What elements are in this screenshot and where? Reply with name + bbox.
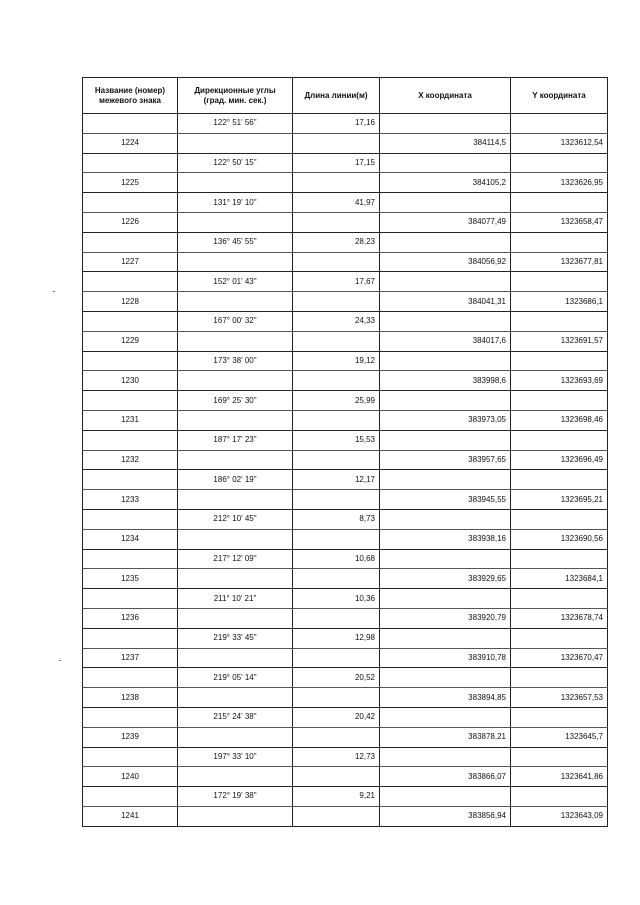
header-x-coordinate: X координата [380,78,511,114]
line-length-cell: 41,97 [293,193,380,213]
segment-row [83,668,608,688]
direction-angle-cell [178,648,293,668]
segment-row [83,747,608,767]
y-coordinate-cell: 1323691,57 [511,331,608,351]
x-coordinate-cell: 384077,49 [380,212,511,232]
x-coordinate-cell: 384114,5 [380,133,511,153]
direction-angle-cell: 217° 12' 09" [178,549,293,569]
y-coordinate-cell: 1323643,09 [511,806,608,826]
y-coordinate-cell [511,509,608,529]
y-coordinate-cell [511,787,608,807]
y-coordinate-cell: 1323695,21 [511,490,608,510]
x-coordinate-cell [380,787,511,807]
x-coordinate-cell [380,549,511,569]
direction-angle-cell [178,608,293,628]
x-coordinate-cell [380,311,511,331]
point-row [83,569,608,589]
marker-name-cell [83,668,178,688]
point-row [83,252,608,272]
y-coordinate-cell [511,153,608,173]
point-row [83,133,608,153]
marker-name-cell: 1236 [83,608,178,628]
segment-row [83,232,608,252]
y-coordinate-cell: 1323684,1 [511,569,608,589]
point-row [83,767,608,787]
line-length-cell: 24,33 [293,311,380,331]
line-length-cell [293,608,380,628]
point-row [83,648,608,668]
point-row [83,212,608,232]
line-length-cell [293,410,380,430]
direction-angle-cell [178,767,293,787]
x-coordinate-cell [380,351,511,371]
direction-angle-cell: 173° 38' 00" [178,351,293,371]
x-coordinate-cell [380,628,511,648]
marker-name-cell: 1234 [83,529,178,549]
direction-angle-cell: 219° 33' 45" [178,628,293,648]
line-length-cell [293,371,380,391]
direction-angle-cell [178,410,293,430]
table-header [83,78,608,114]
marker-name-cell [83,628,178,648]
x-coordinate-cell: 384017,6 [380,331,511,351]
y-coordinate-cell: 1323686,1 [511,292,608,312]
x-coordinate-cell [380,589,511,609]
x-coordinate-cell [380,747,511,767]
header-marker-name [83,78,178,114]
direction-angle-cell [178,212,293,232]
y-coordinate-cell: 1323677,81 [511,252,608,272]
x-coordinate-cell: 383866,07 [380,767,511,787]
point-row [83,806,608,826]
direction-angle-cell [178,569,293,589]
marker-name-cell [83,747,178,767]
segment-row [83,351,608,371]
line-length-cell [293,648,380,668]
marker-name-cell [83,391,178,411]
line-length-cell [293,212,380,232]
marker-name-cell [83,470,178,490]
point-row [83,688,608,708]
line-length-cell: 9,21 [293,787,380,807]
marker-name-cell [83,589,178,609]
point-row [83,608,608,628]
y-coordinate-cell: 1323670,47 [511,648,608,668]
line-length-cell: 28,23 [293,232,380,252]
line-length-cell [293,450,380,470]
marker-name-cell [83,707,178,727]
direction-angle-cell [178,331,293,351]
marker-name-cell: 1235 [83,569,178,589]
line-length-cell [293,569,380,589]
line-length-cell: 20,42 [293,707,380,727]
header-row [83,78,608,114]
header-direction-angle-line1: Дирекционные углы [194,85,276,95]
point-row [83,450,608,470]
line-length-cell: 25,99 [293,391,380,411]
line-length-cell: 15,53 [293,430,380,450]
header-line-length: Длина линии(м) [293,78,380,114]
direction-angle-cell [178,252,293,272]
y-coordinate-cell [511,668,608,688]
direction-angle-cell [178,371,293,391]
direction-angle-cell: 172° 19' 38" [178,787,293,807]
x-coordinate-cell: 383878,21 [380,727,511,747]
x-coordinate-cell: 383973,05 [380,410,511,430]
direction-angle-cell: 186° 02' 19" [178,470,293,490]
x-coordinate-cell: 383910,78 [380,648,511,668]
direction-angle-cell: 197° 33' 10" [178,747,293,767]
point-row [83,292,608,312]
y-coordinate-cell: 1323678,74 [511,608,608,628]
header-y-coordinate: Y координата [511,78,608,114]
line-length-cell: 10,36 [293,589,380,609]
direction-angle-cell [178,490,293,510]
direction-angle-cell [178,292,293,312]
direction-angle-cell: 212° 10' 45" [178,509,293,529]
x-coordinate-cell [380,391,511,411]
y-coordinate-cell [511,549,608,569]
line-length-cell [293,529,380,549]
line-length-cell: 12,98 [293,628,380,648]
line-length-cell [293,806,380,826]
line-length-cell: 8,73 [293,509,380,529]
segment-row [83,787,608,807]
marker-name-cell: 1239 [83,727,178,747]
marker-name-cell [83,787,178,807]
x-coordinate-cell: 383938,16 [380,529,511,549]
marker-name-cell: 1240 [83,767,178,787]
y-coordinate-cell [511,707,608,727]
line-length-cell [293,292,380,312]
y-coordinate-cell [511,193,608,213]
scan-speck [59,660,61,661]
line-length-cell [293,252,380,272]
direction-angle-cell [178,450,293,470]
y-coordinate-cell: 1323612,54 [511,133,608,153]
segment-row [83,391,608,411]
marker-name-cell [83,311,178,331]
x-coordinate-cell [380,707,511,727]
y-coordinate-cell [511,272,608,292]
segment-row [83,153,608,173]
segment-row [83,509,608,529]
x-coordinate-cell [380,470,511,490]
x-coordinate-cell: 383920,79 [380,608,511,628]
point-row [83,371,608,391]
line-length-cell: 12,17 [293,470,380,490]
scan-speck [53,291,55,292]
direction-angle-cell [178,727,293,747]
direction-angle-cell: 131° 19' 10" [178,193,293,213]
x-coordinate-cell [380,114,511,134]
segment-row [83,589,608,609]
segment-row [83,628,608,648]
y-coordinate-cell [511,232,608,252]
x-coordinate-cell: 384105,2 [380,173,511,193]
direction-angle-cell: 122° 50' 15" [178,153,293,173]
line-length-cell: 17,16 [293,114,380,134]
marker-name-cell [83,351,178,371]
marker-name-cell: 1224 [83,133,178,153]
line-length-cell: 12,73 [293,747,380,767]
x-coordinate-cell: 383929,65 [380,569,511,589]
direction-angle-cell [178,806,293,826]
marker-name-cell: 1233 [83,490,178,510]
line-length-cell: 20,52 [293,668,380,688]
line-length-cell [293,133,380,153]
header-direction-angle [178,78,293,114]
line-length-cell [293,173,380,193]
y-coordinate-cell [511,391,608,411]
direction-angle-cell [178,173,293,193]
line-length-cell: 10,68 [293,549,380,569]
marker-name-cell: 1237 [83,648,178,668]
line-length-cell: 17,67 [293,272,380,292]
point-row [83,490,608,510]
header-direction-angle-line2: (град. мин. сек.) [203,95,267,105]
y-coordinate-cell: 1323641,86 [511,767,608,787]
marker-name-cell: 1231 [83,410,178,430]
marker-name-cell [83,430,178,450]
coordinates-sheet [82,77,607,827]
marker-name-cell: 1241 [83,806,178,826]
marker-name-cell [83,549,178,569]
direction-angle-cell [178,133,293,153]
x-coordinate-cell: 383998,6 [380,371,511,391]
point-row [83,331,608,351]
direction-angle-cell: 136° 45' 55" [178,232,293,252]
marker-name-cell: 1227 [83,252,178,272]
x-coordinate-cell: 383856,94 [380,806,511,826]
point-row [83,410,608,430]
x-coordinate-cell [380,430,511,450]
marker-name-cell: 1228 [83,292,178,312]
x-coordinate-cell [380,509,511,529]
segment-row [83,549,608,569]
marker-name-cell [83,193,178,213]
direction-angle-cell: 169° 25' 30" [178,391,293,411]
y-coordinate-cell: 1323645,7 [511,727,608,747]
direction-angle-cell: 215° 24' 38" [178,707,293,727]
direction-angle-cell: 167° 00' 32" [178,311,293,331]
line-length-cell: 17,15 [293,153,380,173]
y-coordinate-cell: 1323626,95 [511,173,608,193]
point-row [83,529,608,549]
marker-name-cell [83,272,178,292]
x-coordinate-cell [380,153,511,173]
segment-row [83,311,608,331]
y-coordinate-cell [511,628,608,648]
direction-angle-cell [178,688,293,708]
line-length-cell [293,688,380,708]
x-coordinate-cell: 383894,85 [380,688,511,708]
x-coordinate-cell: 384041,31 [380,292,511,312]
segment-row [83,272,608,292]
y-coordinate-cell [511,114,608,134]
line-length-cell [293,490,380,510]
y-coordinate-cell [511,470,608,490]
line-length-cell [293,331,380,351]
x-coordinate-cell: 384056,92 [380,252,511,272]
y-coordinate-cell: 1323696,49 [511,450,608,470]
line-length-cell [293,727,380,747]
direction-angle-cell: 122° 51' 56" [178,114,293,134]
line-length-cell [293,767,380,787]
y-coordinate-cell [511,351,608,371]
marker-name-cell [83,232,178,252]
marker-name-cell [83,114,178,134]
direction-angle-cell: 152° 01' 43" [178,272,293,292]
segment-row [83,193,608,213]
segment-row [83,707,608,727]
x-coordinate-cell [380,272,511,292]
marker-name-cell: 1225 [83,173,178,193]
marker-name-cell: 1238 [83,688,178,708]
x-coordinate-cell [380,668,511,688]
y-coordinate-cell: 1323698,46 [511,410,608,430]
x-coordinate-cell: 383945,55 [380,490,511,510]
marker-name-cell: 1229 [83,331,178,351]
y-coordinate-cell [511,747,608,767]
segment-row [83,430,608,450]
header-marker-name-line1: Название (номер) [94,85,166,95]
y-coordinate-cell [511,311,608,331]
direction-angle-cell [178,529,293,549]
marker-name-cell: 1226 [83,212,178,232]
x-coordinate-cell [380,232,511,252]
direction-angle-cell: 187° 17' 23" [178,430,293,450]
marker-name-cell: 1232 [83,450,178,470]
y-coordinate-cell [511,589,608,609]
y-coordinate-cell: 1323693,69 [511,371,608,391]
marker-name-cell [83,153,178,173]
y-coordinate-cell [511,430,608,450]
point-row [83,727,608,747]
y-coordinate-cell: 1323657,53 [511,688,608,708]
header-marker-name-line2: межевого знака [98,95,162,105]
direction-angle-cell: 219° 05' 14" [178,668,293,688]
x-coordinate-cell: 383957,65 [380,450,511,470]
table-body [83,114,608,827]
direction-angle-cell: 211° 10' 21" [178,589,293,609]
y-coordinate-cell: 1323658,47 [511,212,608,232]
boundary-coordinates-table [82,77,608,827]
x-coordinate-cell [380,193,511,213]
segment-row [83,470,608,490]
line-length-cell: 19,12 [293,351,380,371]
point-row [83,173,608,193]
marker-name-cell [83,509,178,529]
marker-name-cell: 1230 [83,371,178,391]
y-coordinate-cell: 1323690,56 [511,529,608,549]
segment-row [83,114,608,134]
